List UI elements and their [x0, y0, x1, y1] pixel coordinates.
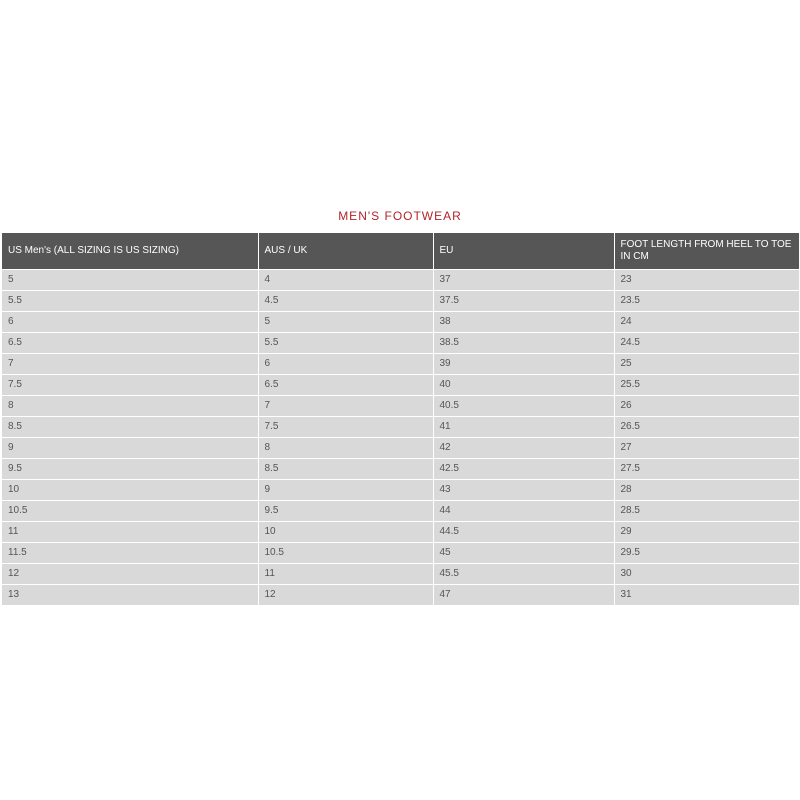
cell-eu: 38 — [433, 311, 614, 332]
cell-eu: 41 — [433, 416, 614, 437]
cell-foot-length: 23 — [614, 269, 799, 290]
table-row — [2, 290, 799, 311]
table-row — [2, 437, 799, 458]
cell-us-mens: 5 — [2, 269, 258, 290]
cell-foot-length: 25 — [614, 353, 799, 374]
header-eu: EU — [433, 233, 614, 269]
cell-foot-length: 28 — [614, 479, 799, 500]
table-row — [2, 584, 799, 605]
header-row — [2, 233, 799, 269]
table-row — [2, 311, 799, 332]
cell-us-mens: 6 — [2, 311, 258, 332]
cell-aus-uk: 5.5 — [258, 332, 433, 353]
cell-us-mens: 11 — [2, 521, 258, 542]
table-row — [2, 395, 799, 416]
cell-foot-length: 23.5 — [614, 290, 799, 311]
cell-aus-uk: 4 — [258, 269, 433, 290]
table-body — [2, 269, 799, 605]
header-aus-uk: AUS / UK — [258, 233, 433, 269]
cell-us-mens: 10.5 — [2, 500, 258, 521]
table-row — [2, 542, 799, 563]
cell-aus-uk: 4.5 — [258, 290, 433, 311]
table-row — [2, 374, 799, 395]
cell-eu: 37.5 — [433, 290, 614, 311]
cell-aus-uk: 9 — [258, 479, 433, 500]
table-row — [2, 332, 799, 353]
table-row — [2, 521, 799, 542]
cell-us-mens: 6.5 — [2, 332, 258, 353]
cell-eu: 40 — [433, 374, 614, 395]
size-chart-table — [2, 233, 799, 605]
table-row — [2, 458, 799, 479]
cell-eu: 44.5 — [433, 521, 614, 542]
cell-foot-length: 27 — [614, 437, 799, 458]
cell-aus-uk: 6.5 — [258, 374, 433, 395]
cell-eu: 43 — [433, 479, 614, 500]
cell-eu: 45 — [433, 542, 614, 563]
cell-aus-uk: 8.5 — [258, 458, 433, 479]
cell-us-mens: 7 — [2, 353, 258, 374]
cell-us-mens: 9 — [2, 437, 258, 458]
cell-aus-uk: 11 — [258, 563, 433, 584]
cell-eu: 39 — [433, 353, 614, 374]
cell-foot-length: 30 — [614, 563, 799, 584]
cell-aus-uk: 12 — [258, 584, 433, 605]
cell-aus-uk: 9.5 — [258, 500, 433, 521]
table-header — [2, 233, 799, 269]
cell-eu: 38.5 — [433, 332, 614, 353]
cell-aus-uk: 8 — [258, 437, 433, 458]
cell-foot-length: 26.5 — [614, 416, 799, 437]
cell-us-mens: 11.5 — [2, 542, 258, 563]
cell-foot-length: 28.5 — [614, 500, 799, 521]
cell-foot-length: 25.5 — [614, 374, 799, 395]
cell-us-mens: 9.5 — [2, 458, 258, 479]
cell-foot-length: 29 — [614, 521, 799, 542]
cell-aus-uk: 5 — [258, 311, 433, 332]
cell-eu: 42 — [433, 437, 614, 458]
table-row — [2, 416, 799, 437]
header-foot-length: FOOT LENGTH FROM HEEL TO TOE IN CM — [614, 233, 799, 269]
cell-us-mens: 13 — [2, 584, 258, 605]
table-row — [2, 353, 799, 374]
table-row — [2, 500, 799, 521]
cell-aus-uk: 7.5 — [258, 416, 433, 437]
cell-foot-length: 24.5 — [614, 332, 799, 353]
cell-eu: 40.5 — [433, 395, 614, 416]
table-row — [2, 479, 799, 500]
table-row — [2, 269, 799, 290]
cell-us-mens: 12 — [2, 563, 258, 584]
table-row — [2, 563, 799, 584]
cell-us-mens: 8 — [2, 395, 258, 416]
cell-eu: 44 — [433, 500, 614, 521]
cell-foot-length: 24 — [614, 311, 799, 332]
cell-foot-length: 26 — [614, 395, 799, 416]
cell-aus-uk: 10.5 — [258, 542, 433, 563]
cell-aus-uk: 7 — [258, 395, 433, 416]
cell-foot-length: 31 — [614, 584, 799, 605]
cell-aus-uk: 6 — [258, 353, 433, 374]
cell-eu: 37 — [433, 269, 614, 290]
cell-us-mens: 8.5 — [2, 416, 258, 437]
cell-foot-length: 27.5 — [614, 458, 799, 479]
cell-eu: 47 — [433, 584, 614, 605]
cell-us-mens: 5.5 — [2, 290, 258, 311]
cell-eu: 42.5 — [433, 458, 614, 479]
cell-eu: 45.5 — [433, 563, 614, 584]
header-us-mens: US Men's (ALL SIZING IS US SIZING) — [2, 233, 258, 269]
cell-us-mens: 10 — [2, 479, 258, 500]
cell-aus-uk: 10 — [258, 521, 433, 542]
cell-foot-length: 29.5 — [614, 542, 799, 563]
table-title: MEN'S FOOTWEAR — [338, 209, 462, 223]
cell-us-mens: 7.5 — [2, 374, 258, 395]
